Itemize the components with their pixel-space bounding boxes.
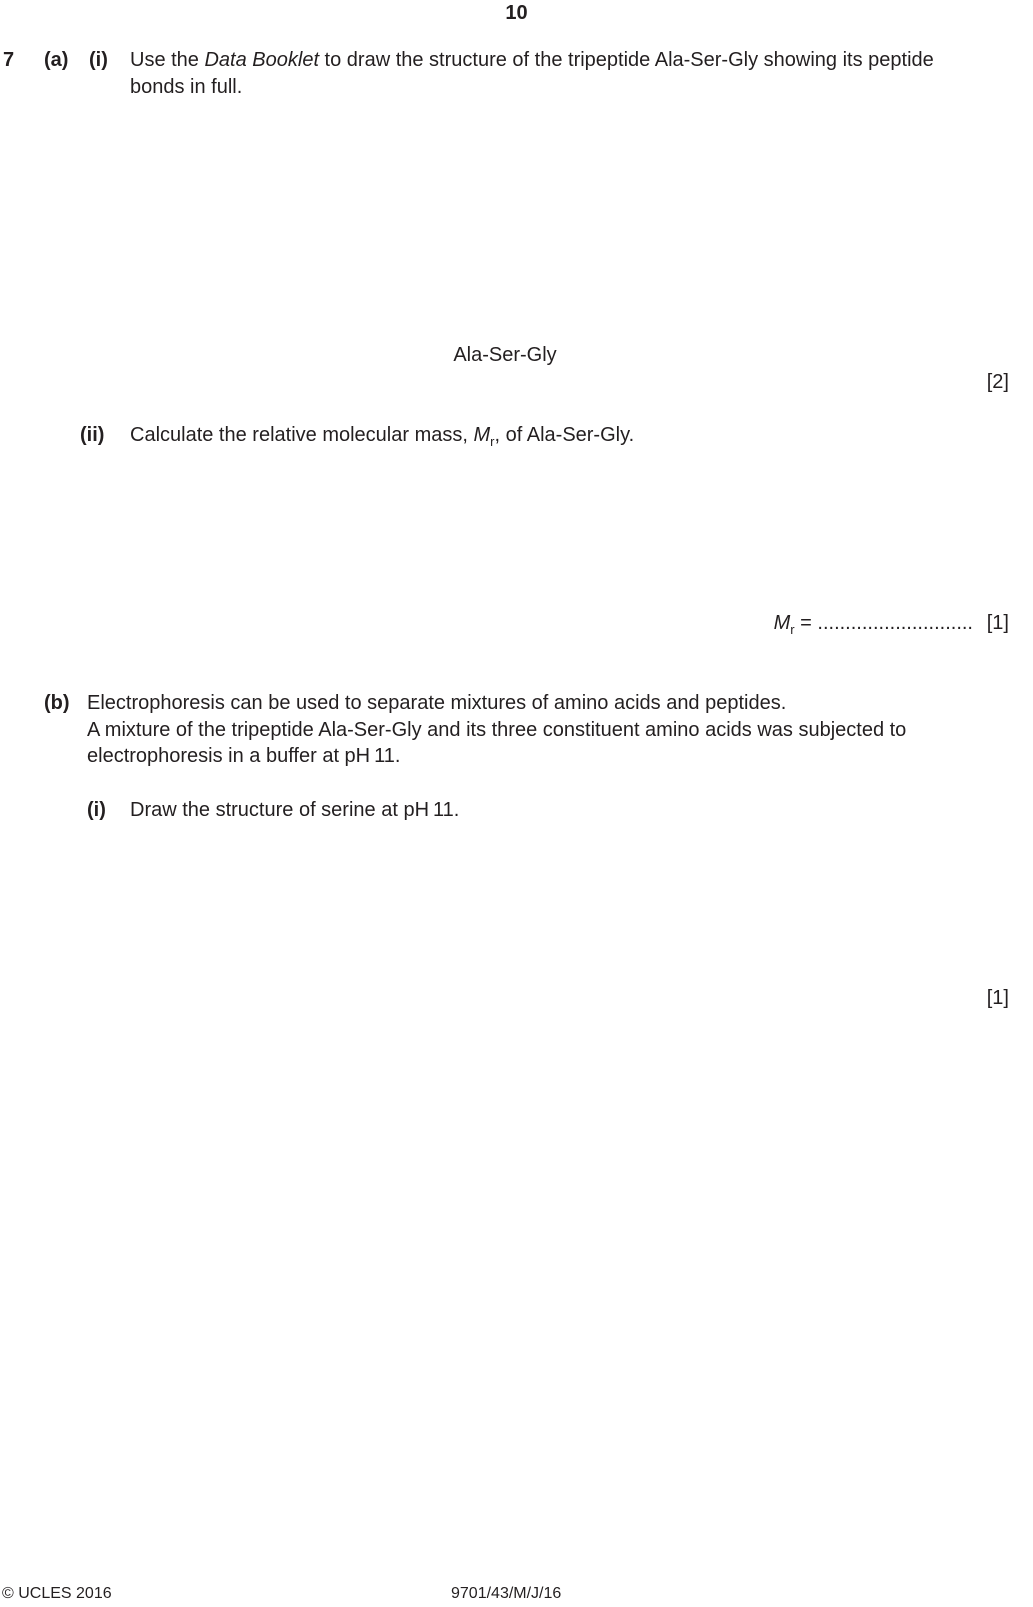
part-a-label: (a) [44,49,69,71]
part-a-i-text [130,47,934,74]
part-b-line2: A mixture of the tripeptide Ala-Ser-Gly and its three constituent amino acids was subjected to [87,719,907,741]
part-a-ii-text [130,422,634,450]
answer-caption-ala-ser-gly: Ala-Ser-Gly [453,344,557,366]
part-a-i-text-line2: bonds in full. [130,76,243,98]
page-number: 10 [505,2,528,24]
part-a-i-label: (i) [89,49,108,71]
part-b-line3: electrophoresis in a buffer at pH 11. [87,745,401,767]
part-a-i-text-before: Use the [130,49,205,71]
part-b-label: (b) [44,692,70,714]
footer-copyright: © UCLES 2016 [2,1585,112,1602]
data-booklet-title: Data Booklet [204,49,319,71]
mr-answer-dots: = ............................ [794,612,973,634]
part-b-i-marks: [1] [986,987,1009,1009]
part-b-line1: Electrophoresis can be used to separate mixtures of amino acids and peptides. [87,692,787,714]
part-a-ii-text-after: , of Ala-Ser-Gly. [494,424,635,446]
part-a-i-marks: [2] [986,371,1009,393]
part-a-ii-marks: [1] [986,612,1009,634]
mr-answer-subscript: r [790,622,795,637]
question-number: 7 [3,49,15,71]
part-a-ii-text-before: Calculate the relative molecular mass, [130,424,474,446]
part-b-i-label: (i) [87,799,106,821]
part-a-ii-label: (ii) [80,424,105,446]
mr-answer-symbol: M [773,612,791,634]
footer-paper-code: 9701/43/M/J/16 [451,1585,562,1602]
mr-subscript: r [490,434,495,449]
mr-symbol: M [473,424,491,446]
mr-answer-line [774,610,973,638]
part-b-i-text: Draw the structure of serine at pH 11. [130,799,460,821]
part-a-i-text-after: to draw the structure of the tripeptide Ala-Ser-Gly showing its peptide [319,49,934,71]
